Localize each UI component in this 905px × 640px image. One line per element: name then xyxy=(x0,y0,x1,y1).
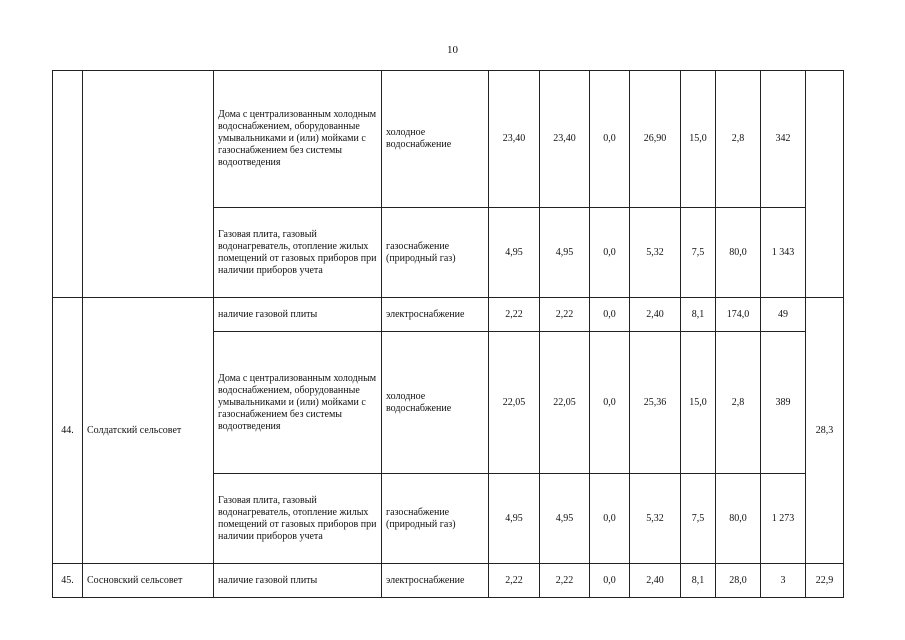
value-cell: 342 xyxy=(761,71,806,208)
value-cell: 49 xyxy=(761,298,806,332)
description-cell: наличие газовой плиты xyxy=(214,564,382,598)
value-cell: 4,95 xyxy=(540,208,590,298)
utility-cell: холодное водоснабжение xyxy=(382,71,489,208)
value-cell: 2,22 xyxy=(540,298,590,332)
value-cell: 80,0 xyxy=(716,474,761,564)
value-cell: 5,32 xyxy=(630,208,681,298)
utility-cell: электроснабжение xyxy=(382,564,489,598)
table-row xyxy=(53,564,844,598)
value-cell: 7,5 xyxy=(681,474,716,564)
value-cell: 28,0 xyxy=(716,564,761,598)
value-cell: 3 xyxy=(761,564,806,598)
table-row xyxy=(53,71,844,208)
index-cell: 22,9 xyxy=(806,564,844,598)
value-cell: 0,0 xyxy=(590,332,630,474)
utility-cell: газоснабжение (природный газ) xyxy=(382,474,489,564)
description-cell: Газовая плита, газовый водонагреватель, отопление жилых помещений от газовых приборов при наличии приборов учета xyxy=(214,474,382,564)
value-cell: 4,95 xyxy=(489,208,540,298)
row-number-cell: 44. xyxy=(53,298,83,564)
value-cell: 2,8 xyxy=(716,71,761,208)
table-row xyxy=(53,298,844,332)
utility-cell: газоснабжение (природный газ) xyxy=(382,208,489,298)
value-cell: 15,0 xyxy=(681,71,716,208)
value-cell: 4,95 xyxy=(540,474,590,564)
value-cell: 8,1 xyxy=(681,564,716,598)
value-cell: 26,90 xyxy=(630,71,681,208)
value-cell: 15,0 xyxy=(681,332,716,474)
value-cell: 2,22 xyxy=(540,564,590,598)
index-cell xyxy=(806,71,844,298)
value-cell: 80,0 xyxy=(716,208,761,298)
value-cell: 8,1 xyxy=(681,298,716,332)
value-cell: 7,5 xyxy=(681,208,716,298)
value-cell: 0,0 xyxy=(590,71,630,208)
value-cell: 23,40 xyxy=(540,71,590,208)
value-cell: 2,40 xyxy=(630,298,681,332)
value-cell: 2,22 xyxy=(489,564,540,598)
settlement-cell xyxy=(83,71,214,298)
value-cell: 0,0 xyxy=(590,564,630,598)
index-cell: 28,3 xyxy=(806,298,844,564)
value-cell: 22,05 xyxy=(489,332,540,474)
value-cell: 2,8 xyxy=(716,332,761,474)
value-cell: 5,32 xyxy=(630,474,681,564)
utility-cell: электроснабжение xyxy=(382,298,489,332)
row-number-cell: 45. xyxy=(53,564,83,598)
tariff-table xyxy=(52,70,844,598)
value-cell: 4,95 xyxy=(489,474,540,564)
value-cell: 2,40 xyxy=(630,564,681,598)
value-cell: 23,40 xyxy=(489,71,540,208)
value-cell: 1 273 xyxy=(761,474,806,564)
description-cell: Дома с централизованным холодным водоснабжением, оборудованные умывальниками и (или) мойками с газоснабжением без системы водоотведения xyxy=(214,332,382,474)
row-number-cell xyxy=(53,71,83,298)
description-cell: Дома с централизованным холодным водоснабжением, оборудованные умывальниками и (или) мойками с газоснабжением без системы водоотведения xyxy=(214,71,382,208)
settlement-cell: Сосновский сельсовет xyxy=(83,564,214,598)
value-cell: 0,0 xyxy=(590,208,630,298)
value-cell: 174,0 xyxy=(716,298,761,332)
value-cell: 25,36 xyxy=(630,332,681,474)
utility-cell: холодное водоснабжение xyxy=(382,332,489,474)
description-cell: Газовая плита, газовый водонагреватель, отопление жилых помещений от газовых приборов при наличии приборов учета xyxy=(214,208,382,298)
value-cell: 0,0 xyxy=(590,298,630,332)
value-cell: 0,0 xyxy=(590,474,630,564)
value-cell: 22,05 xyxy=(540,332,590,474)
value-cell: 1 343 xyxy=(761,208,806,298)
description-cell: наличие газовой плиты xyxy=(214,298,382,332)
value-cell: 2,22 xyxy=(489,298,540,332)
page-number: 10 xyxy=(447,44,458,56)
value-cell: 389 xyxy=(761,332,806,474)
settlement-cell: Солдатский сельсовет xyxy=(83,298,214,564)
